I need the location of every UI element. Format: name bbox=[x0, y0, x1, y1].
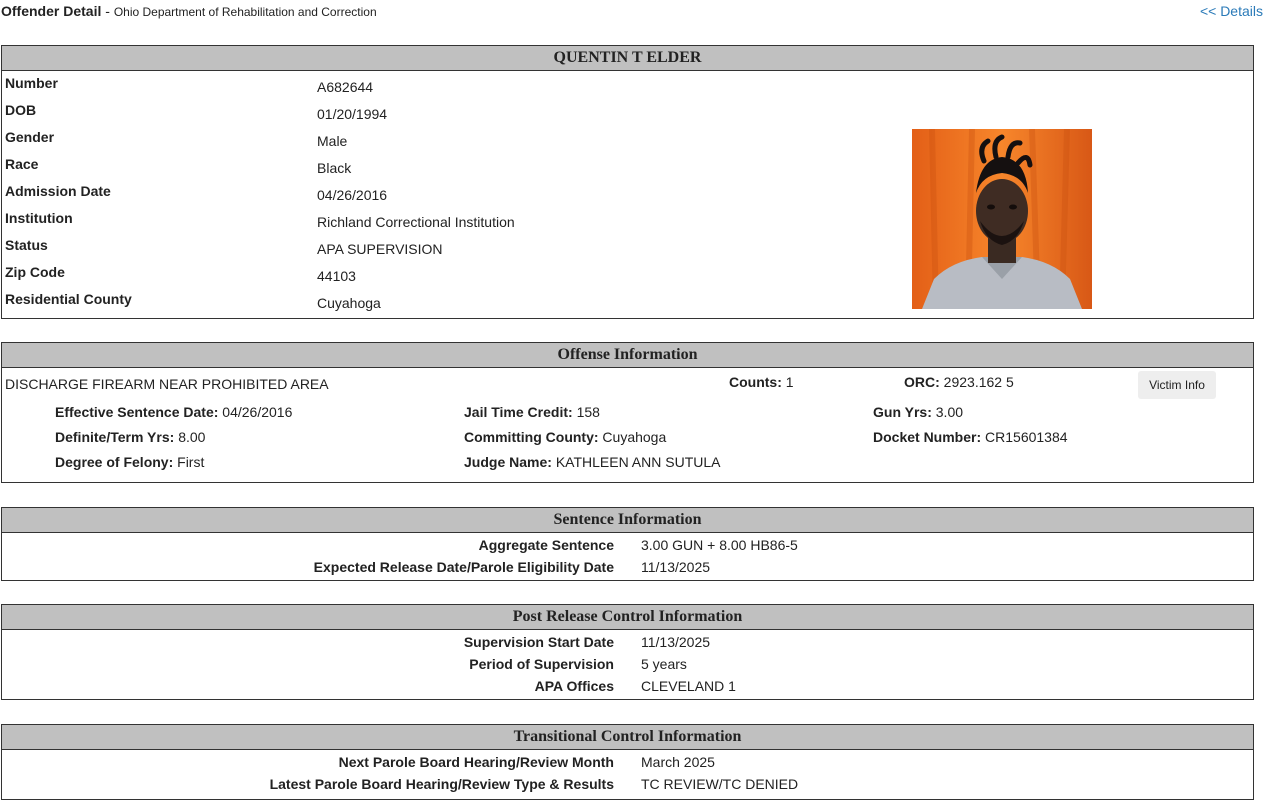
prc-row-period bbox=[2, 652, 1253, 674]
profile-label: Status bbox=[5, 237, 48, 253]
tc-value: TC REVIEW/TC DENIED bbox=[641, 776, 799, 792]
profile-label: Admission Date bbox=[5, 183, 111, 199]
tc-row-latest-hearing bbox=[2, 772, 1253, 794]
prc-label: Supervision Start Date bbox=[463, 634, 614, 650]
profile-value: Richland Correctional Institution bbox=[317, 214, 515, 230]
definite-term-label: Definite/Term Yrs: bbox=[55, 429, 175, 445]
tc-label: Latest Parole Board Hearing/Review Type & Results bbox=[269, 776, 614, 792]
definite-term-value: 8.00 bbox=[178, 429, 206, 445]
profile-row-zip-code bbox=[5, 260, 905, 287]
definite-term-field bbox=[55, 429, 205, 445]
profile-value: APA SUPERVISION bbox=[317, 241, 443, 257]
committing-county-field bbox=[464, 429, 666, 445]
orc-label: ORC: bbox=[904, 374, 940, 390]
offender-name: QUENTIN T ELDER bbox=[2, 46, 1253, 71]
page-title-main: Offender Detail bbox=[1, 3, 102, 19]
sentence-value: 11/13/2025 bbox=[641, 559, 711, 575]
judge-name-value: KATHLEEN ANN SUTULA bbox=[555, 454, 721, 470]
committing-county-value: Cuyahoga bbox=[602, 429, 667, 445]
tc-label: Next Parole Board Hearing/Review Month bbox=[338, 754, 614, 770]
judge-name-field bbox=[464, 454, 720, 470]
profile-value: 44103 bbox=[317, 268, 356, 284]
profile-row-residential-county bbox=[5, 287, 905, 314]
transitional-control-section bbox=[1, 724, 1254, 800]
profile-row-admission-date bbox=[5, 179, 905, 206]
prc-section-title: Post Release Control Information bbox=[2, 605, 1253, 630]
jail-time-credit-label: Jail Time Credit: bbox=[464, 404, 573, 420]
sentence-row-release-date bbox=[2, 555, 1253, 577]
degree-of-felony-label: Degree of Felony: bbox=[55, 454, 174, 470]
profile-value: Male bbox=[317, 133, 348, 149]
profile-label: Residential County bbox=[5, 291, 132, 307]
tc-row-next-hearing bbox=[2, 750, 1253, 772]
tc-value: March 2025 bbox=[641, 754, 715, 770]
sentence-row-aggregate bbox=[2, 533, 1253, 555]
profile-value: 04/26/2016 bbox=[317, 187, 388, 203]
profile-label: Zip Code bbox=[5, 264, 65, 280]
profile-row-race bbox=[5, 152, 905, 179]
jail-time-credit-field bbox=[464, 404, 600, 420]
profile-label: DOB bbox=[5, 102, 37, 118]
profile-value: A682644 bbox=[317, 79, 374, 95]
profile-label: Race bbox=[5, 156, 39, 172]
prc-label: Period of Supervision bbox=[469, 656, 614, 672]
title-separator: - bbox=[101, 3, 114, 19]
committing-county-label: Committing County: bbox=[464, 429, 599, 445]
profile-row-gender bbox=[5, 125, 905, 152]
effective-sentence-label: Effective Sentence Date: bbox=[55, 404, 219, 420]
judge-name-label: Judge Name: bbox=[464, 454, 552, 470]
prc-value: 11/13/2025 bbox=[641, 634, 711, 650]
degree-of-felony-value: First bbox=[177, 454, 205, 470]
offense-description: DISCHARGE FIREARM NEAR PROHIBITED AREA bbox=[5, 376, 329, 392]
offender-photo-illustration bbox=[912, 129, 1092, 309]
jail-time-credit-value: 158 bbox=[576, 404, 600, 420]
profile-row-institution bbox=[5, 206, 905, 233]
page-subtitle: Ohio Department of Rehabilitation and Correction bbox=[113, 5, 377, 19]
degree-of-felony-field bbox=[55, 454, 204, 470]
prc-value: 5 years bbox=[641, 656, 687, 672]
profile-row-status bbox=[5, 233, 905, 260]
victim-info-button[interactable]: Victim Info bbox=[1138, 371, 1216, 399]
gun-years-label: Gun Yrs: bbox=[873, 404, 932, 420]
gun-years-value: 3.00 bbox=[935, 404, 964, 420]
offense-section-title: Offense Information bbox=[2, 343, 1253, 368]
offense-information-section bbox=[1, 342, 1254, 483]
gun-years-field bbox=[873, 404, 963, 420]
back-to-details-link[interactable]: << Details bbox=[1199, 3, 1263, 19]
tc-section-title: Transitional Control Information bbox=[2, 725, 1253, 750]
sentence-label: Expected Release Date/Parole Eligibility Date bbox=[313, 559, 614, 575]
page-title bbox=[1, 3, 377, 19]
profile-label: Number bbox=[5, 75, 58, 91]
offender-profile-section bbox=[1, 45, 1254, 319]
profile-value: Cuyahoga bbox=[317, 295, 381, 311]
docket-number-value: CR15601384 bbox=[985, 429, 1068, 445]
profile-value: Black bbox=[317, 160, 352, 176]
counts-value: 1 bbox=[785, 374, 794, 390]
profile-label: Institution bbox=[5, 210, 73, 226]
counts-field bbox=[729, 374, 794, 390]
prc-row-apa-offices bbox=[2, 674, 1253, 696]
orc-value: 2923.162 5 bbox=[943, 374, 1014, 390]
prc-label: APA Offices bbox=[534, 678, 614, 694]
sentence-label: Aggregate Sentence bbox=[478, 537, 614, 553]
sentence-section-title: Sentence Information bbox=[2, 508, 1253, 533]
profile-row-number bbox=[5, 71, 905, 98]
profile-value: 01/20/1994 bbox=[317, 106, 388, 122]
profile-label: Gender bbox=[5, 129, 55, 145]
sentence-value: 3.00 GUN + 8.00 HB86-5 bbox=[641, 537, 798, 553]
prc-row-start-date bbox=[2, 630, 1253, 652]
docket-number-label: Docket Number: bbox=[873, 429, 982, 445]
sentence-information-section bbox=[1, 507, 1254, 581]
counts-label: Counts: bbox=[729, 374, 782, 390]
docket-number-field bbox=[873, 429, 1068, 445]
effective-sentence-value: 04/26/2016 bbox=[222, 404, 293, 420]
profile-row-dob bbox=[5, 98, 905, 125]
prc-value: CLEVELAND 1 bbox=[641, 678, 736, 694]
effective-sentence-field bbox=[55, 404, 292, 420]
offender-photo bbox=[912, 129, 1092, 309]
post-release-control-section bbox=[1, 604, 1254, 700]
orc-field bbox=[904, 374, 1014, 390]
